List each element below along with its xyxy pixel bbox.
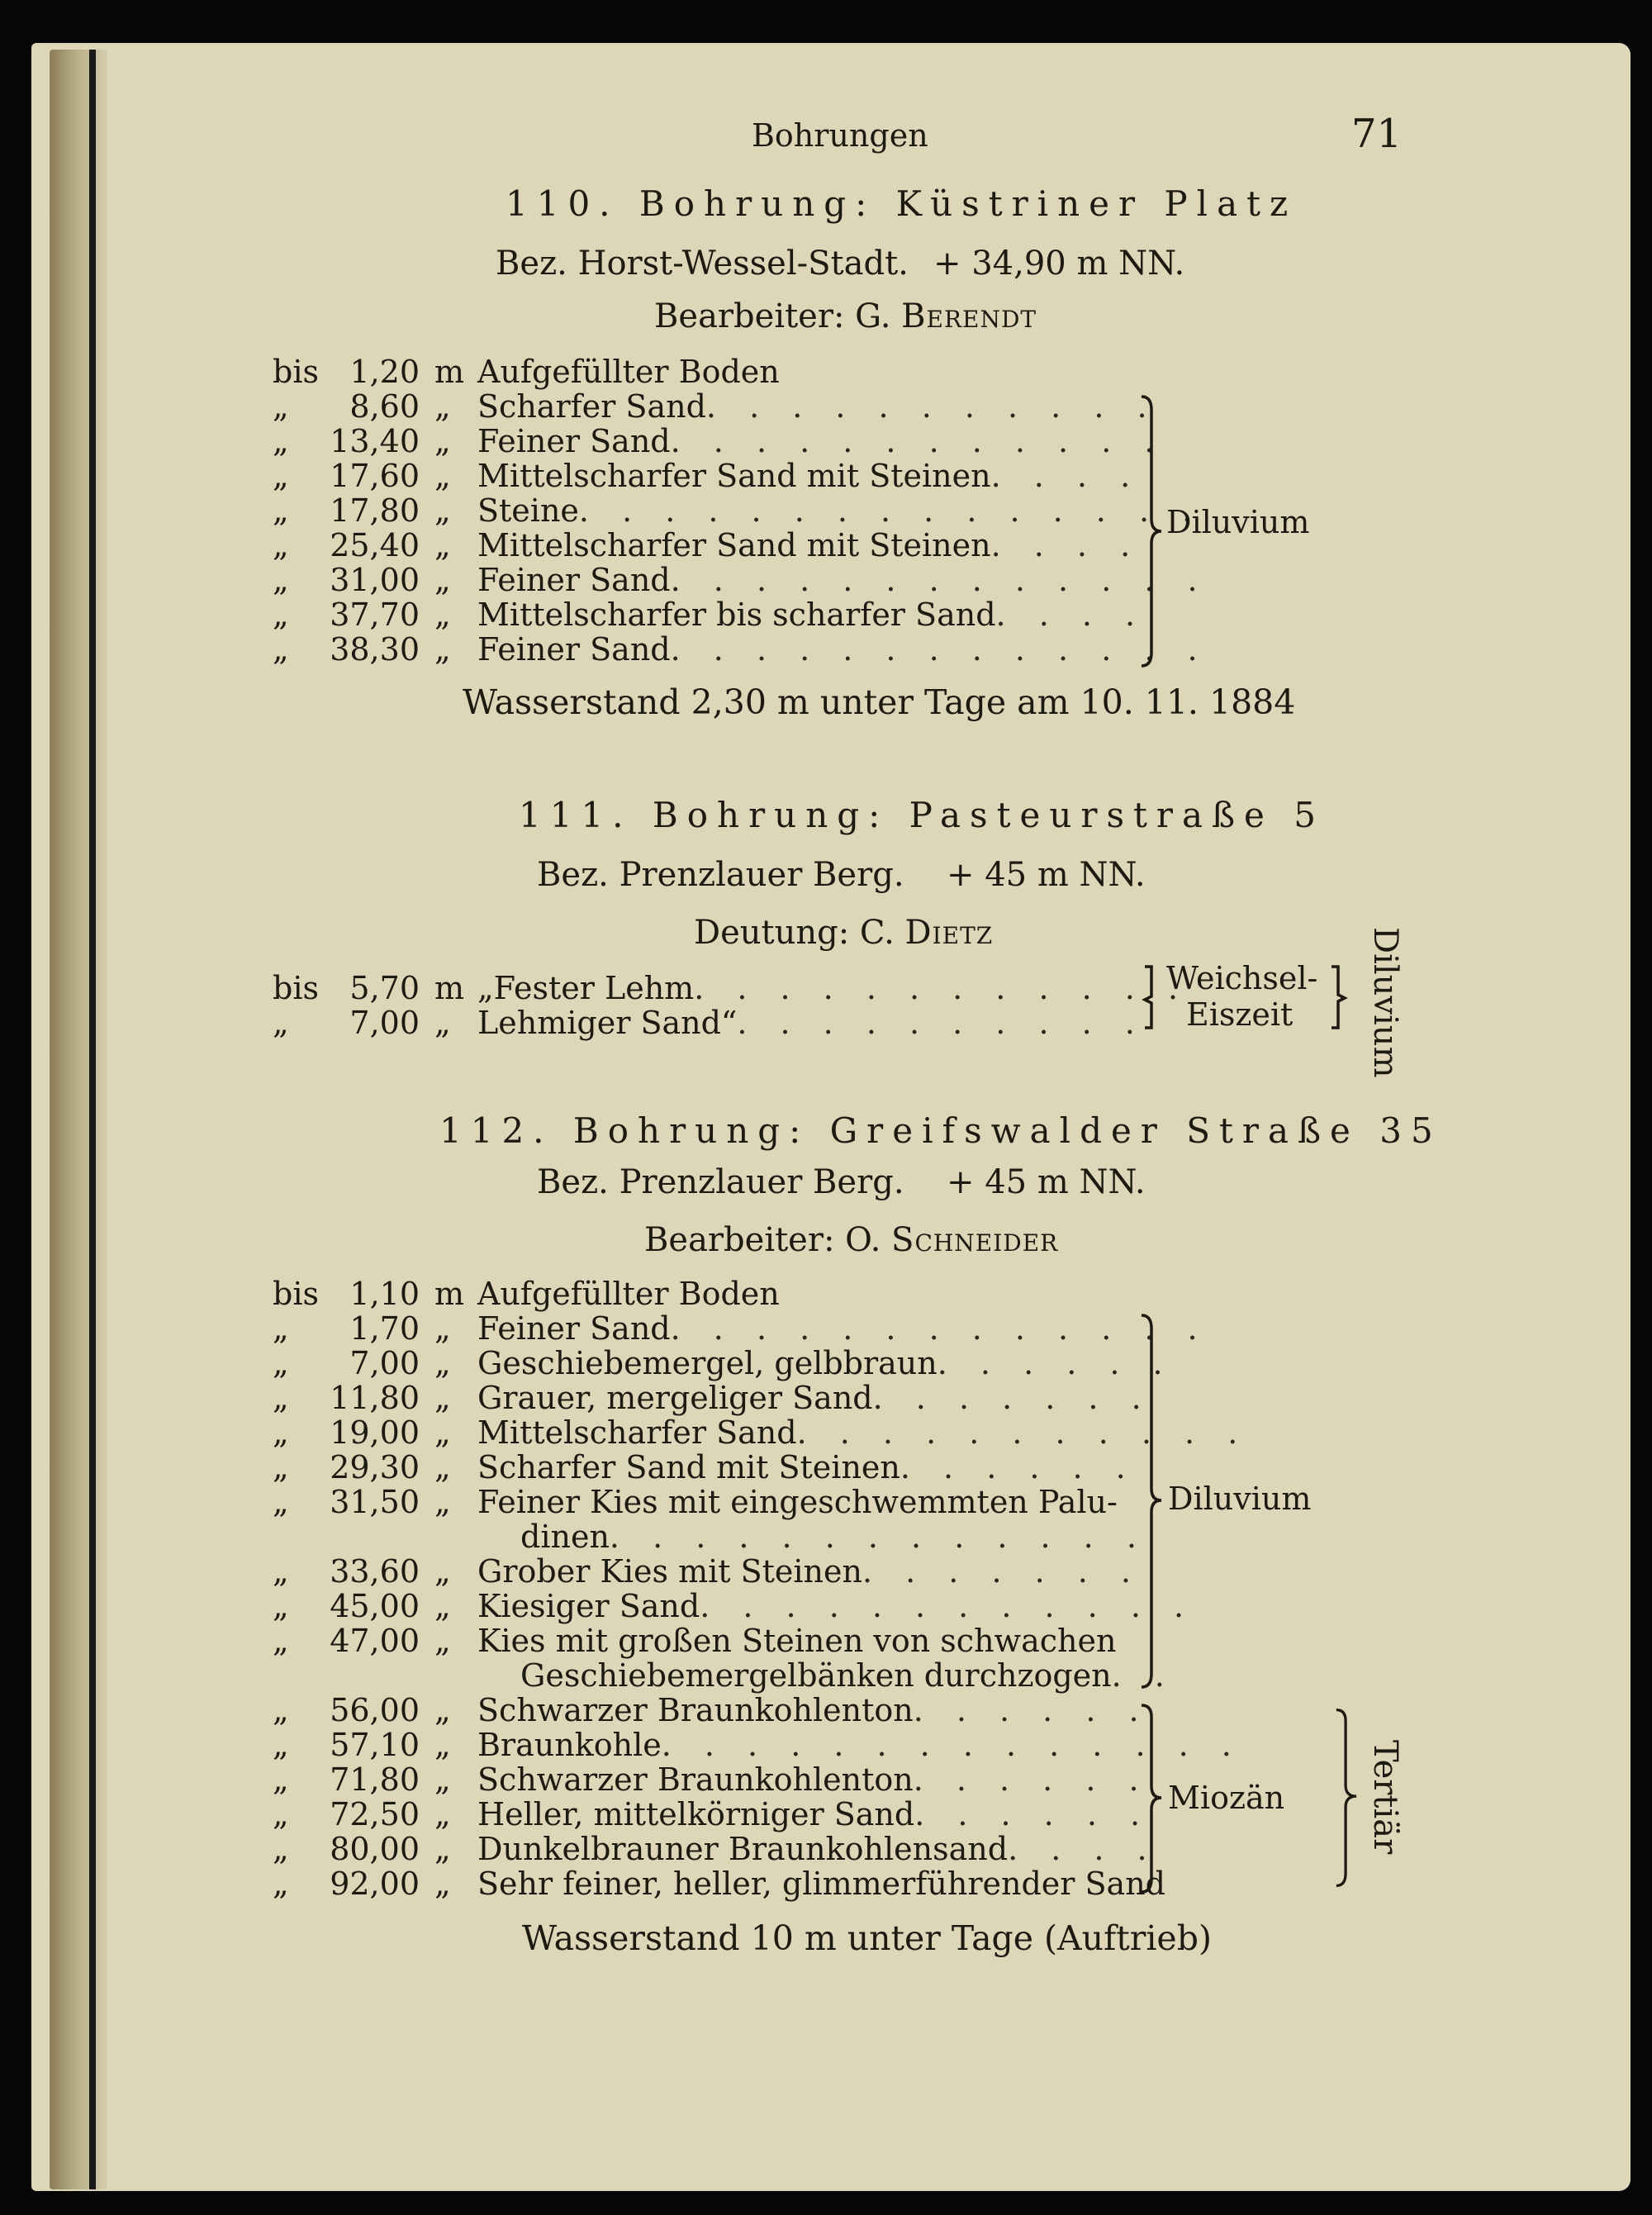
brace-label-diluvium: Diluvium — [1168, 1481, 1312, 1517]
depth: 80,00 — [330, 1831, 420, 1867]
depth: 47,00 — [330, 1623, 420, 1659]
unit: „ — [434, 388, 451, 425]
depth: 31,50 — [330, 1484, 420, 1520]
bis-label: „ — [273, 1005, 289, 1041]
brace-label: Diluvium — [1166, 504, 1310, 540]
bis-label: „ — [273, 458, 289, 494]
bis-label: „ — [273, 1414, 289, 1451]
bis-label: „ — [273, 597, 289, 633]
depth: 45,00 — [330, 1588, 420, 1624]
vertical-label-tertiaer: Tertiär — [1366, 1740, 1404, 1855]
layer-description: Schwarzer Braunkohlenton. . . . . . — [477, 1761, 1151, 1798]
unit: „ — [434, 1005, 451, 1041]
bis-label: „ — [273, 1727, 289, 1763]
brace-diluvium-110 — [1140, 395, 1163, 668]
depth: 1,20 — [349, 354, 420, 390]
unit: „ — [434, 1727, 451, 1763]
bohrung-110-elevation: + 34,90 m NN. — [933, 245, 1185, 283]
layer-description: Feiner Sand. . . . . . . . . . . . . — [477, 631, 1209, 668]
unit: „ — [434, 1831, 451, 1867]
unit: m — [434, 1276, 465, 1312]
bohrung-110-title: 110. Bohrung: Küstriner Platz — [506, 183, 1298, 224]
bohrung-112-title: 112. Bohrung: Greifswalder Straße 35 — [439, 1110, 1442, 1151]
depth: 92,00 — [330, 1866, 420, 1902]
depth: 37,70 — [330, 597, 420, 633]
depth: 17,60 — [330, 458, 420, 494]
bis-label: „ — [273, 1623, 289, 1659]
layer-description: „Fester Lehm. . . . . . . . . . . . — [477, 970, 1190, 1006]
bis-label: „ — [273, 1380, 289, 1416]
layer-description: Mittelscharfer Sand mit Steinen. . . . — [477, 527, 1142, 563]
unit: „ — [434, 1588, 451, 1624]
layer-description: Dunkelbrauner Braunkohlensand. . . . — [477, 1831, 1159, 1867]
bohrung-112-water-level: Wasserstand 10 m unter Tage (Auftrieb) — [522, 1918, 1212, 1958]
vertical-label-diluvium: Diluvium — [1366, 927, 1404, 1078]
running-title: Bohrungen — [752, 117, 928, 154]
bis-label: „ — [273, 1484, 289, 1520]
unit: „ — [434, 1623, 451, 1659]
layer-description: Kies mit großen Steinen von schwachen — [477, 1623, 1117, 1659]
layer-description: Steine. . . . . . . . . . . . . . . — [477, 492, 1204, 529]
bis-label: „ — [273, 1761, 289, 1798]
bohrung-110-author — [654, 297, 1037, 335]
unit: „ — [434, 1796, 451, 1832]
bis-label: „ — [273, 1866, 289, 1902]
unit: „ — [434, 1553, 451, 1590]
layer-description: Grober Kies mit Steinen. . . . . . . — [477, 1553, 1143, 1590]
layer-description: Feiner Sand. . . . . . . . . . . . . — [477, 1310, 1209, 1347]
author-label: Deutung: C. — [694, 914, 895, 952]
brace-miozaen — [1140, 1704, 1163, 1894]
binding-edge — [89, 50, 96, 2189]
bis-label: „ — [273, 527, 289, 563]
layer-description-continued: Geschiebemergelbänken durchzogen. . — [520, 1657, 1176, 1694]
depth: 56,00 — [330, 1692, 420, 1728]
layer-description: Mittelscharfer bis scharfer Sand. . . . — [477, 597, 1147, 633]
unit: „ — [434, 458, 451, 494]
bis-label: „ — [273, 1553, 289, 1590]
layer-description: Feiner Sand. . . . . . . . . . . . — [477, 423, 1166, 459]
bis-label: bis — [273, 970, 319, 1006]
unit: „ — [434, 1484, 451, 1520]
layer-description: Lehmiger Sand“. . . . . . . . . . — [477, 1005, 1146, 1041]
bis-label: „ — [273, 631, 289, 668]
depth: 5,70 — [349, 970, 420, 1006]
depth: 19,00 — [330, 1414, 420, 1451]
book-spine — [50, 50, 107, 2189]
unit: „ — [434, 1310, 451, 1347]
depth: 1,70 — [349, 1310, 420, 1347]
unit: „ — [434, 423, 451, 459]
depth: 1,10 — [349, 1276, 420, 1312]
layer-description: Kiesiger Sand. . . . . . . . . . . . — [477, 1588, 1196, 1624]
bis-label: „ — [273, 1831, 289, 1867]
layer-description: Scharfer Sand. . . . . . . . . . . — [477, 388, 1159, 425]
brace-diluvium-112 — [1140, 1314, 1163, 1689]
depth: 38,30 — [330, 631, 420, 668]
depth: 31,00 — [330, 562, 420, 598]
bis-label: „ — [273, 1588, 289, 1624]
bohrung-110-water-level: Wasserstand 2,30 m unter Tage am 10. 11. 1884 — [463, 682, 1296, 722]
depth: 7,00 — [349, 1345, 420, 1381]
depth: 57,10 — [330, 1727, 420, 1763]
depth: 17,80 — [330, 492, 420, 529]
bis-label: bis — [273, 1276, 319, 1312]
depth: 13,40 — [330, 423, 420, 459]
unit: „ — [434, 1449, 451, 1485]
page-number: 71 — [1351, 111, 1403, 157]
author-name: Dietz — [904, 914, 994, 952]
layer-description: Geschiebemergel, gelbbraun. . . . . . — [477, 1345, 1175, 1381]
unit: „ — [434, 1866, 451, 1902]
layer-description: Scharfer Sand mit Steinen. . . . . . — [477, 1449, 1137, 1485]
bohrung-111-author — [694, 914, 993, 952]
depth: 8,60 — [349, 388, 420, 425]
layer-description: Aufgefüllter Boden — [477, 1276, 780, 1312]
depth: 72,50 — [330, 1796, 420, 1832]
brace-label-weichsel: Weichsel- — [1166, 960, 1318, 996]
brace-outer-tertiaer — [1335, 1702, 1358, 1894]
layer-description: Braunkohle. . . . . . . . . . . . . . — [477, 1727, 1243, 1763]
unit: „ — [434, 1414, 451, 1451]
brace-label-miozaen: Miozän — [1168, 1780, 1285, 1816]
depth: 29,30 — [330, 1449, 420, 1485]
bohrung-111-district: Bez. Prenzlauer Berg. — [537, 856, 904, 894]
author-name: Berendt — [901, 297, 1037, 335]
unit: „ — [434, 631, 451, 668]
bohrung-112-author — [644, 1221, 1058, 1259]
unit: „ — [434, 492, 451, 529]
bohrung-111-title: 111. Bohrung: Pasteurstraße 5 — [519, 795, 1325, 835]
bis-label: „ — [273, 388, 289, 425]
depth: 11,80 — [330, 1380, 420, 1416]
layer-description: Feiner Kies mit eingeschwemmten Palu- — [477, 1484, 1118, 1520]
unit: „ — [434, 597, 451, 633]
layer-description: Heller, mittelkörniger Sand. . . . . . — [477, 1796, 1152, 1832]
depth: 71,80 — [330, 1761, 420, 1798]
author-name: Schneider — [891, 1221, 1059, 1259]
depth: 33,60 — [330, 1553, 420, 1590]
bohrung-112-elevation: + 45 m NN. — [947, 1163, 1146, 1201]
layer-description-continued: dinen. . . . . . . . . . . . . — [520, 1519, 1148, 1555]
brace-label-eiszeit: Eiszeit — [1186, 996, 1294, 1033]
bis-label: bis — [273, 354, 319, 390]
unit: „ — [434, 527, 451, 563]
layer-description: Schwarzer Braunkohlenton. . . . . . — [477, 1692, 1151, 1728]
author-label: Bearbeiter: O. — [644, 1221, 881, 1259]
bis-label: „ — [273, 492, 289, 529]
unit: „ — [434, 1692, 451, 1728]
layer-description: Feiner Sand. . . . . . . . . . . . . — [477, 562, 1209, 598]
layer-description: Sehr feiner, heller, glimmerführender Sand — [477, 1866, 1165, 1902]
unit: m — [434, 970, 465, 1006]
layer-description: Aufgefüllter Boden — [477, 354, 780, 390]
unit: m — [434, 354, 465, 390]
unit: „ — [434, 1380, 451, 1416]
author-label: Bearbeiter: G. — [654, 297, 891, 335]
unit: „ — [434, 562, 451, 598]
bis-label: „ — [273, 1345, 289, 1381]
bis-label: „ — [273, 1796, 289, 1832]
bis-label: „ — [273, 1692, 289, 1728]
depth: 7,00 — [349, 1005, 420, 1041]
bis-label: „ — [273, 1310, 289, 1347]
layer-description: Mittelscharfer Sand mit Steinen. . . . — [477, 458, 1142, 494]
bohrung-112-district: Bez. Prenzlauer Berg. — [537, 1163, 904, 1201]
unit: „ — [434, 1761, 451, 1798]
bis-label: „ — [273, 1449, 289, 1485]
brace-outer-diluvium — [1327, 963, 1350, 1031]
bis-label: „ — [273, 423, 289, 459]
unit: „ — [434, 1345, 451, 1381]
layer-description: Mittelscharfer Sand. . . . . . . . . . . — [477, 1414, 1250, 1451]
bis-label: „ — [273, 562, 289, 598]
bohrung-110-district: Bez. Horst-Wessel-Stadt. — [496, 245, 909, 283]
layer-description: Grauer, mergeliger Sand. . . . . . . — [477, 1380, 1153, 1416]
depth: 25,40 — [330, 527, 420, 563]
bohrung-111-elevation: + 45 m NN. — [947, 856, 1146, 894]
brace-weichsel-eiszeit — [1138, 963, 1161, 1031]
